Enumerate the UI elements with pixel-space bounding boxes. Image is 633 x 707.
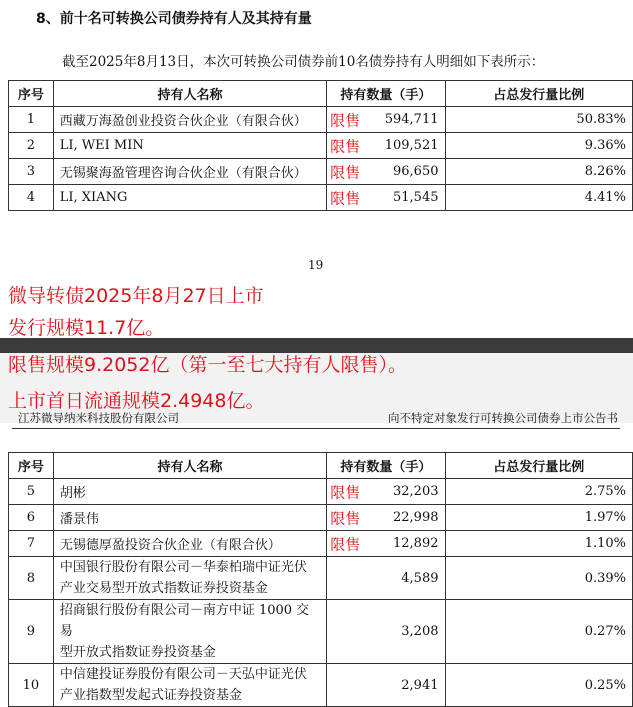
row-ratio: 2.75%: [445, 479, 633, 505]
row-name: [53, 664, 326, 707]
document-title: 向不特定对象发行可转换公司债券上市公告书: [388, 411, 618, 425]
row-qty: 12,892: [393, 536, 439, 551]
row-no: 3: [9, 159, 54, 185]
company-name: 江苏微导纳米科技股份有限公司: [18, 411, 179, 425]
row-ratio: 0.27%: [445, 600, 633, 664]
row-no: 6: [9, 505, 54, 531]
row-name: LI, XIANG: [53, 185, 326, 211]
row-qty: 4,589: [327, 557, 445, 600]
table-row: [9, 600, 633, 664]
table-row: [9, 479, 633, 505]
table-row: [9, 664, 633, 707]
row-name-line-2: 型开放式指数证券投资基金: [59, 645, 216, 660]
row-qty-cell: [327, 531, 445, 557]
row-qty: 109,521: [384, 138, 439, 153]
row-ratio: 9.36%: [445, 133, 633, 159]
col-header-no: 序号: [9, 453, 54, 479]
table-row: [9, 505, 633, 531]
annotation-line-4: 上市首日流通规模2.4948亿。: [8, 390, 265, 412]
row-name-line-2: 产业指数型发起式证券投资基金: [59, 688, 242, 703]
row-qty-cell: [327, 479, 445, 505]
row-name: 胡彬: [53, 479, 326, 505]
row-name-line-1: 中国银行股份有限公司－华泰柏瑞中证光伏: [59, 560, 307, 575]
row-no: 8: [9, 557, 54, 600]
col-header-name: 持有人名称: [53, 453, 326, 479]
table-row: [9, 133, 633, 159]
restricted-label: 限售: [330, 111, 361, 129]
row-ratio: 8.26%: [445, 159, 633, 185]
row-qty-cell: [327, 107, 445, 133]
table-row: [9, 107, 633, 133]
row-name: [53, 600, 326, 664]
table-header-row: [9, 81, 633, 107]
row-no: 2: [9, 133, 54, 159]
table-row: [9, 159, 633, 185]
row-no: 5: [9, 479, 54, 505]
page-number: 19: [308, 258, 324, 272]
table-row: [9, 185, 633, 211]
row-name: LI, WEI MIN: [53, 133, 326, 159]
row-name: 潘景伟: [53, 505, 326, 531]
restricted-label: 限售: [330, 189, 361, 207]
restricted-label: 限售: [330, 163, 361, 181]
header-rule: [12, 428, 620, 429]
col-header-no: 序号: [9, 81, 54, 107]
col-header-qty: 持有数量（手）: [327, 81, 445, 107]
row-name: [53, 557, 326, 600]
row-qty: 32,203: [393, 484, 439, 499]
row-qty-cell: [327, 133, 445, 159]
restricted-label: 限售: [330, 137, 361, 155]
table-header-row: [9, 453, 633, 479]
col-header-name: 持有人名称: [53, 81, 326, 107]
col-header-ratio: 占总发行量比例: [445, 453, 633, 479]
row-ratio: 0.25%: [445, 664, 633, 707]
row-no: 4: [9, 185, 54, 211]
row-ratio: 1.10%: [445, 531, 633, 557]
row-name-line-1: 中信建投证券股份有限公司－天弘中证光伏: [59, 667, 307, 682]
annotation-line-2: 发行规模11.7亿。: [8, 317, 165, 339]
row-no: 1: [9, 107, 54, 133]
col-header-ratio: 占总发行量比例: [445, 81, 633, 107]
row-name-line-1: 招商银行股份有限公司－南方中证 1000 交易: [59, 603, 310, 639]
row-ratio: 0.39%: [445, 557, 633, 600]
intro-text: 截至2025年8月13日，本次可转换公司债券前10名债券持有人明细如下表所示：: [62, 54, 545, 70]
row-qty: 3,208: [327, 600, 445, 664]
annotation-line-3: 限售规模9.2052亿（第一至七大持有人限售）。: [8, 354, 407, 376]
row-qty: 594,711: [384, 112, 439, 127]
row-name: 西藏万海盈创业投资合伙企业（有限合伙）: [53, 107, 326, 133]
row-no: 7: [9, 531, 54, 557]
restricted-label: 限售: [330, 535, 361, 553]
row-name-line-2: 产业交易型开放式指数证券投资基金: [59, 581, 268, 596]
row-qty: 2,941: [327, 664, 445, 707]
table-row: [9, 557, 633, 600]
row-no: 10: [9, 664, 54, 707]
row-qty: 22,998: [393, 510, 439, 525]
holders-table-1: [8, 80, 633, 211]
row-name: 无锡德厚盈投资合伙企业（有限合伙）: [53, 531, 326, 557]
restricted-label: 限售: [330, 483, 361, 501]
row-qty: 51,545: [393, 190, 439, 205]
table-row: [9, 531, 633, 557]
row-qty: 96,650: [393, 164, 439, 179]
annotation-line-1: 微导转债2025年8月27日上市: [8, 285, 264, 307]
row-ratio: 1.97%: [445, 505, 633, 531]
restricted-label: 限售: [330, 509, 361, 527]
row-name: 无锡聚海盈管理咨询合伙企业（有限合伙）: [53, 159, 326, 185]
row-ratio: 50.83%: [445, 107, 633, 133]
col-header-qty: 持有数量（手）: [327, 453, 445, 479]
section-heading: 8、前十名可转换公司债券持有人及其持有量: [36, 11, 312, 27]
row-qty-cell: [327, 505, 445, 531]
row-ratio: 4.41%: [445, 185, 633, 211]
row-qty-cell: [327, 185, 445, 211]
holders-table-2: [8, 452, 633, 707]
row-qty-cell: [327, 159, 445, 185]
row-no: 9: [9, 600, 54, 664]
